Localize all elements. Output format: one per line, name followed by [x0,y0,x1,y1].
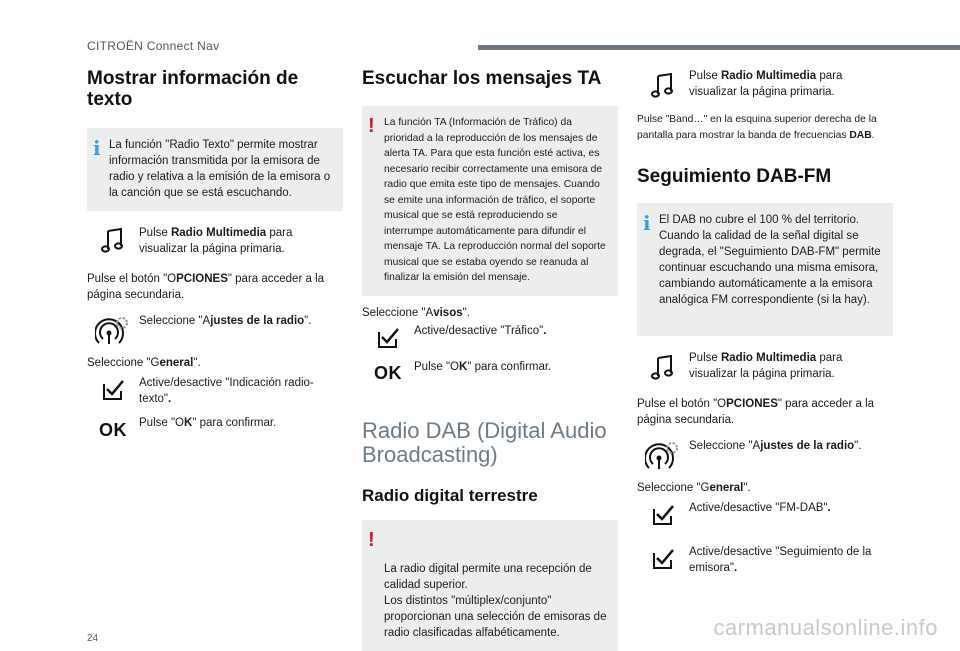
paragraph-avisos: Seleccione "Avisos". [362,306,470,319]
warning-note [362,106,618,296]
music-note-icon [637,68,689,102]
info-icon: i [643,211,651,235]
step-text: Seleccione "Ajustes de la radio". [139,315,312,327]
watermark: carmanualsonline.info [713,615,938,640]
info-note [87,128,343,211]
step-toggle-fm-dab [637,500,893,530]
step-text: Active/desactive "Indicación radio-texto". [139,377,314,405]
ok-icon: OK [99,419,127,440]
paragraph-general: Seleccione "General". [87,357,201,369]
warning-icon: ! [368,528,375,551]
step-text: Pulse "OK" para confirmar. [414,360,552,373]
checkbox-icon [637,500,689,530]
music-note-icon [637,350,689,384]
paragraph-band: Pulse "Band…" en la esquina superior derecha de la pantalla para mostrar la banda de frecuencias DAB. [637,114,877,141]
column-ta-messages [362,68,618,651]
header-bar [478,45,960,50]
step-toggle-station-follow [637,544,893,576]
paragraph-options: Pulse el botón "OPCIONES" para acceder a la página secundaria. [637,398,875,426]
step-radio-settings [637,438,893,472]
step-text: Seleccione "Ajustes de la radio". [689,440,862,452]
step-confirm-ok [362,359,618,389]
section-title-dab-fm: Seguimiento DAB-FM [637,166,832,187]
step-text: Pulse Radio Multimedia para visualizar la página primaria. [689,70,843,98]
warning-icon: ! [368,115,375,137]
paragraph-general: Seleccione "General". [637,482,751,494]
info-note [637,203,893,336]
radio-settings-icon [87,313,139,347]
subtitle-digital-radio: Radio digital terrestre [362,485,538,505]
section-title-ta: Escuchar los mensajes TA [362,68,602,89]
step-text: Pulse Radio Multimedia para visualizar la página primaria. [139,227,293,255]
info-icon: i [93,136,101,160]
step-text: Active/desactive "Tráfico". [414,324,547,337]
step-text: Active/desactive "FM-DAB". [689,502,831,514]
column-dab-fm [637,68,893,576]
paragraph-options: Pulse el botón "OPCIONES" para acceder a la página secundaria. [87,273,325,301]
ok-icon: OK [374,363,402,383]
running-header: CITROËN Connect Nav [87,39,220,53]
warning-note-text: La función TA (Información de Tráfico) da prioridad a la reproducción de los mensajes de alerta TA. Para que esta función esté activa, es necesario recibir correctamente una emisora de radio que emita este tipo de mensajes. Cuando se emite una información de tráfico, el soporte musical que se está reproduciendo se interrumpe automáticamente para difundir el mensaje TA. La reproducción normal del soporte musical que se estaba oyendo se reanuda al finalizar la emisión del mensaje. [384,117,606,283]
checkbox-icon [362,323,414,353]
radio-settings-icon [637,438,689,472]
info-note-text: El DAB no cubre el 100 % del territorio. Cuando la calidad de la señal digital se degrada, el "Seguimiento DAB-FM" permite continuar escuchando una misma emisora, cambiando automáticamente a la emisora analógica FM correspondiente (si la hay). [659,214,881,306]
music-note-icon [87,225,139,255]
step-radio-settings [87,313,343,347]
column-radio-text [87,68,343,445]
step-confirm-ok [87,415,343,445]
step-radio-multimedia [637,350,893,384]
section-title-dab: Radio DAB (Digital Audio Broadcasting) [362,417,607,467]
warning-note-dab [362,520,618,651]
step-text: Pulse Radio Multimedia para visualizar la página primaria. [689,352,843,380]
step-radio-multimedia [637,68,893,102]
checkbox-icon [87,375,139,405]
step-text: Pulse "OK" para confirmar. [139,417,277,429]
section-title-radio-text: Mostrar información de texto [87,68,299,110]
step-text: Active/desactive "Seguimiento de la emisora". [689,546,872,574]
info-note-text: La función "Radio Texto" permite mostrar información transmitida por la emisora de radio y relativa a la emisión de la emisora o la canción que se está escuchando. [109,139,331,199]
checkbox-icon [637,544,689,574]
step-toggle-radiotext [87,375,343,407]
step-toggle-traffic [362,323,618,353]
step-radio-multimedia [87,225,343,257]
page-number: 24 [87,633,99,644]
warning-note-text: La radio digital permite una recepción de calidad superior. Los distintos "múltiplex/conjunto" proporcionan una selección de emisoras de radio clasificadas alfabéticamente. [384,562,607,639]
